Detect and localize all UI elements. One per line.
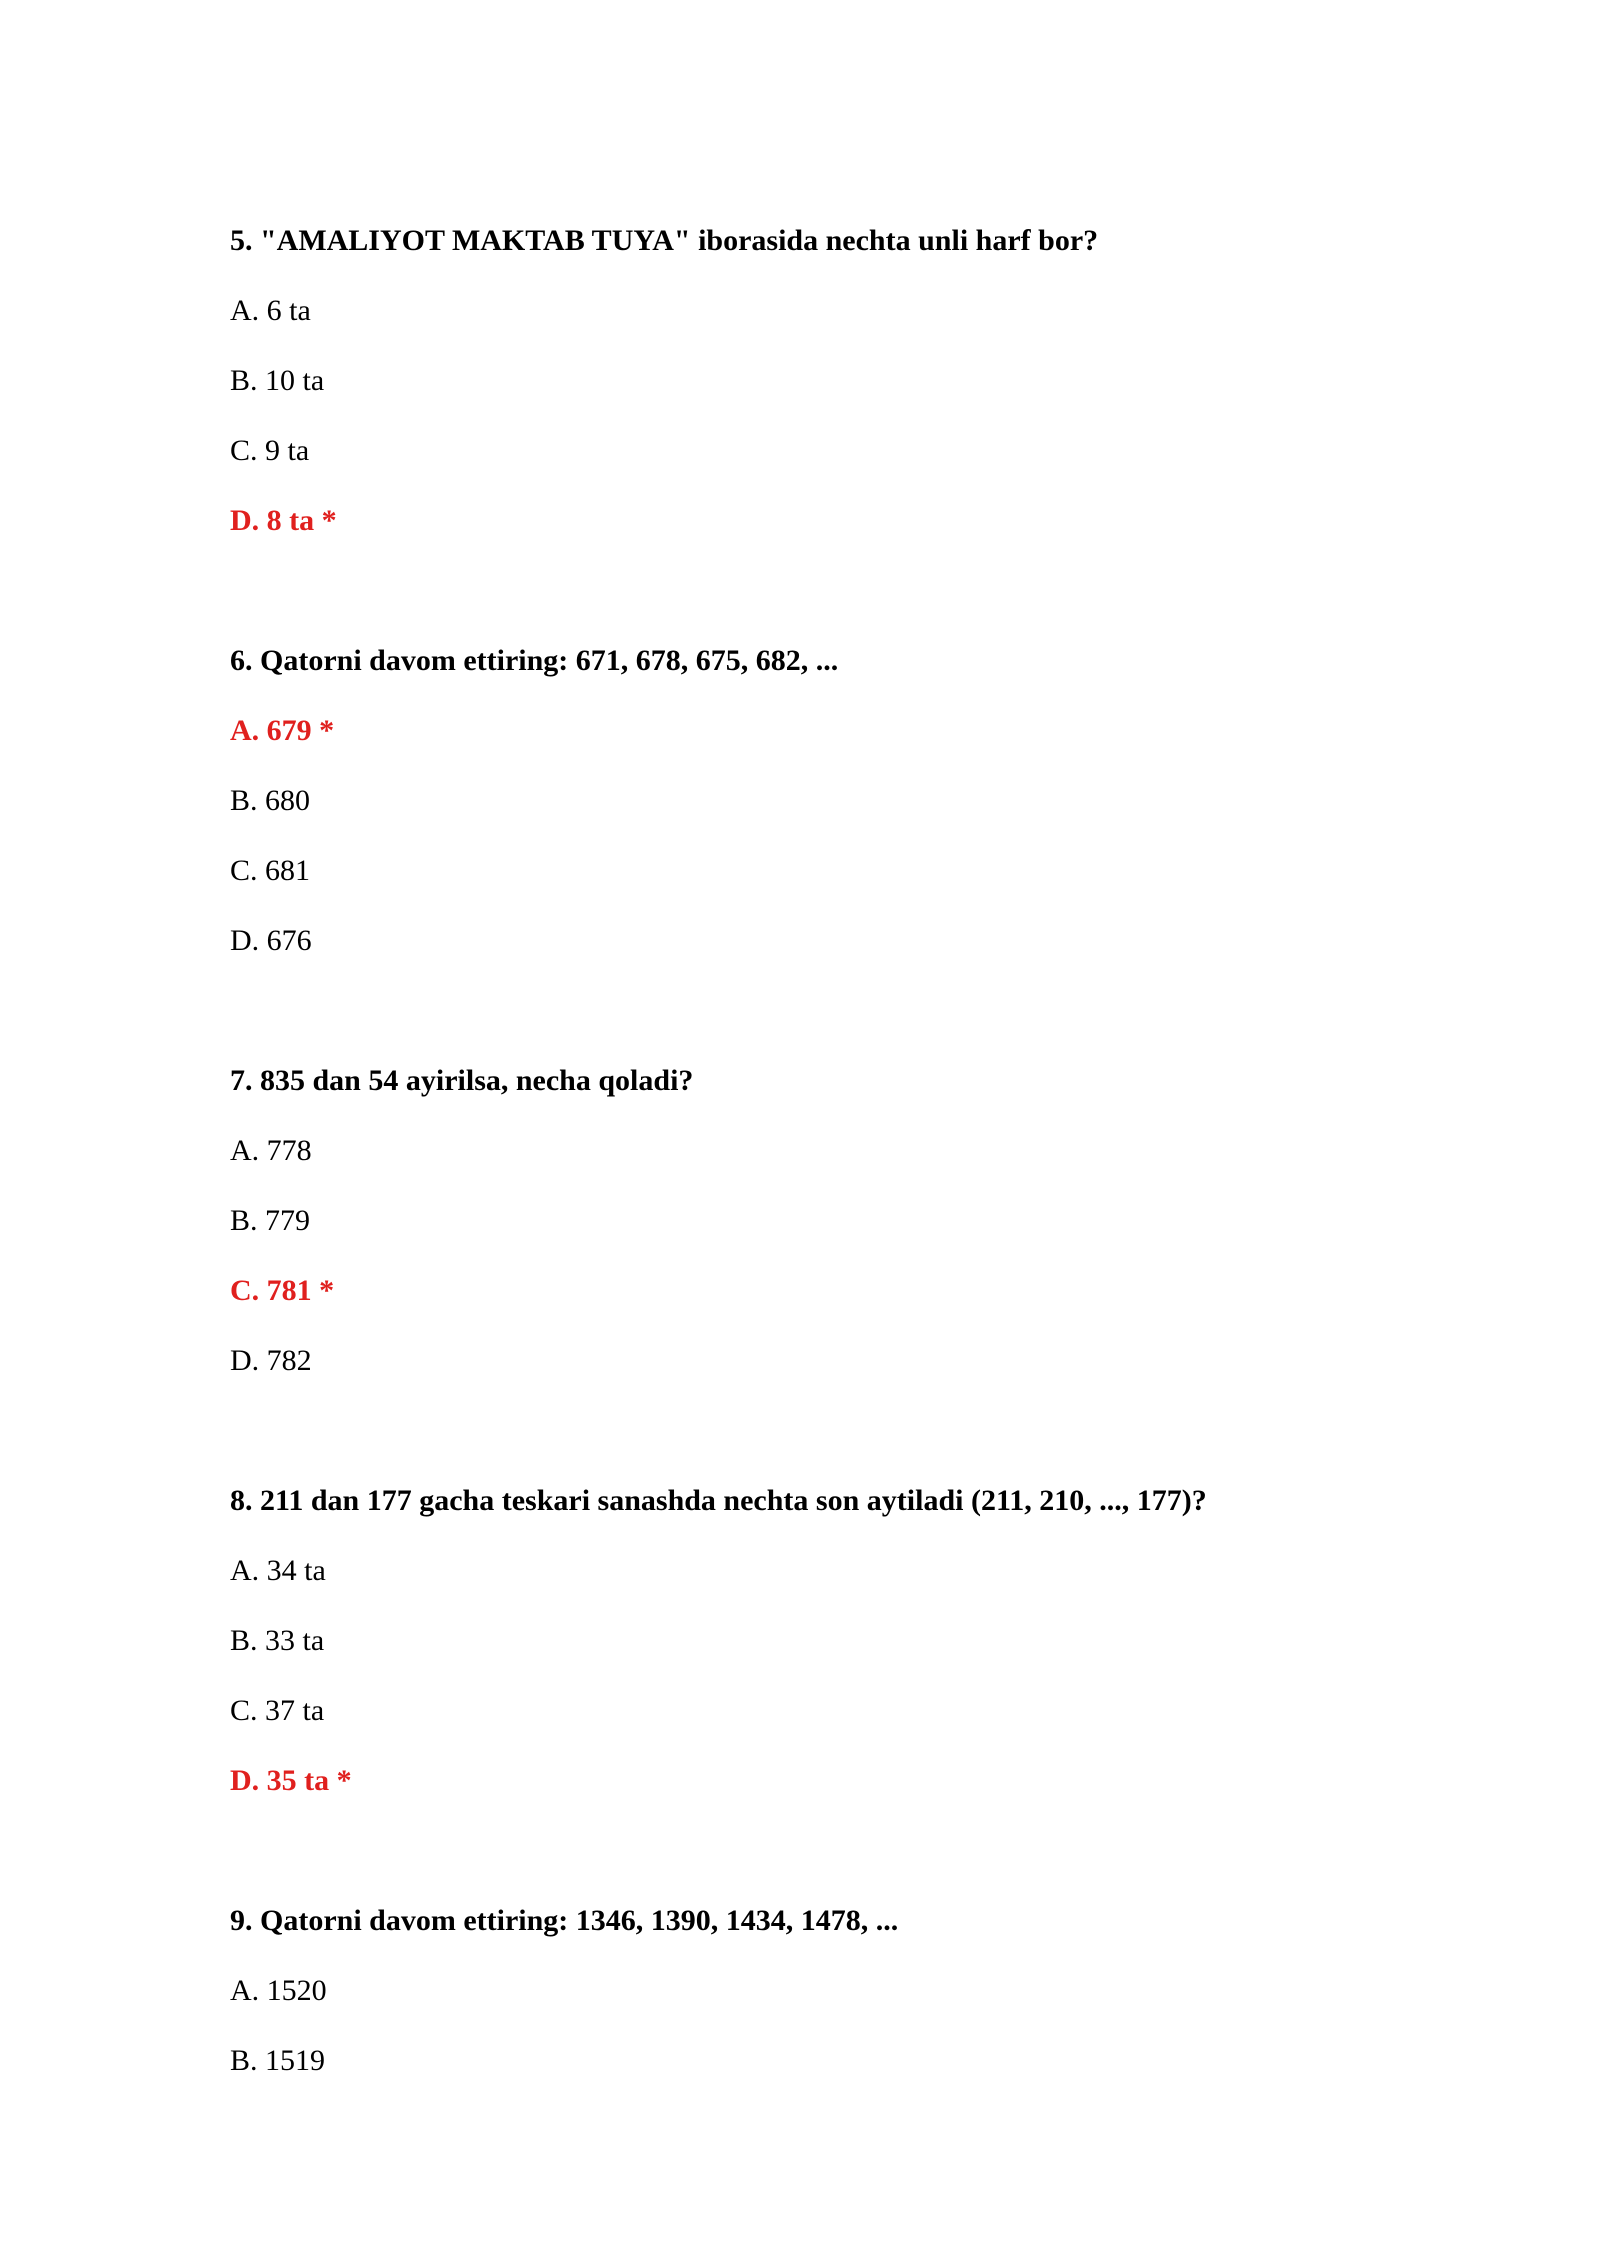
option-b: B. 779 xyxy=(230,1204,311,1237)
question-text: 8. 211 dan 177 gacha teskari sanashda nechta son aytiladi (211, 210, ..., 177)? xyxy=(230,1484,1207,1517)
option-a: A. 778 xyxy=(230,1134,312,1167)
question-text: 5. "AMALIYOT MAKTAB TUYA" iborasida nechta unli harf bor? xyxy=(230,224,1099,257)
option-a: A. 6 ta xyxy=(230,294,311,327)
question-text: 6. Qatorni davom ettiring: 671, 678, 675, 682, ... xyxy=(230,644,839,677)
option-c-correct: C. 781 * xyxy=(230,1274,335,1307)
option-d: D. 782 xyxy=(230,1344,312,1377)
option-b: B. 680 xyxy=(230,784,311,817)
option-b: B. 1519 xyxy=(230,2044,326,2077)
option-a: A. 1520 xyxy=(230,1974,327,2007)
question-6 xyxy=(230,643,1530,959)
option-b: B. 10 ta xyxy=(230,364,325,397)
question-7 xyxy=(230,1063,1530,1379)
option-d: D. 676 xyxy=(230,924,312,957)
option-c: C. 9 ta xyxy=(230,434,310,467)
question-5 xyxy=(230,223,1530,539)
question-text: 7. 835 dan 54 ayirilsa, necha qoladi? xyxy=(230,1064,694,1097)
question-8 xyxy=(230,1483,1530,1799)
option-d-correct: D. 8 ta * xyxy=(230,504,337,537)
option-a: A. 34 ta xyxy=(230,1554,326,1587)
option-d-correct: D. 35 ta * xyxy=(230,1764,352,1797)
question-text: 9. Qatorni davom ettiring: 1346, 1390, 1434, 1478, ... xyxy=(230,1904,899,1937)
option-c: C. 37 ta xyxy=(230,1694,325,1727)
option-c: C. 681 xyxy=(230,854,311,887)
option-a-correct: A. 679 * xyxy=(230,714,335,747)
option-b: B. 33 ta xyxy=(230,1624,325,1657)
question-9 xyxy=(230,1903,1530,2079)
